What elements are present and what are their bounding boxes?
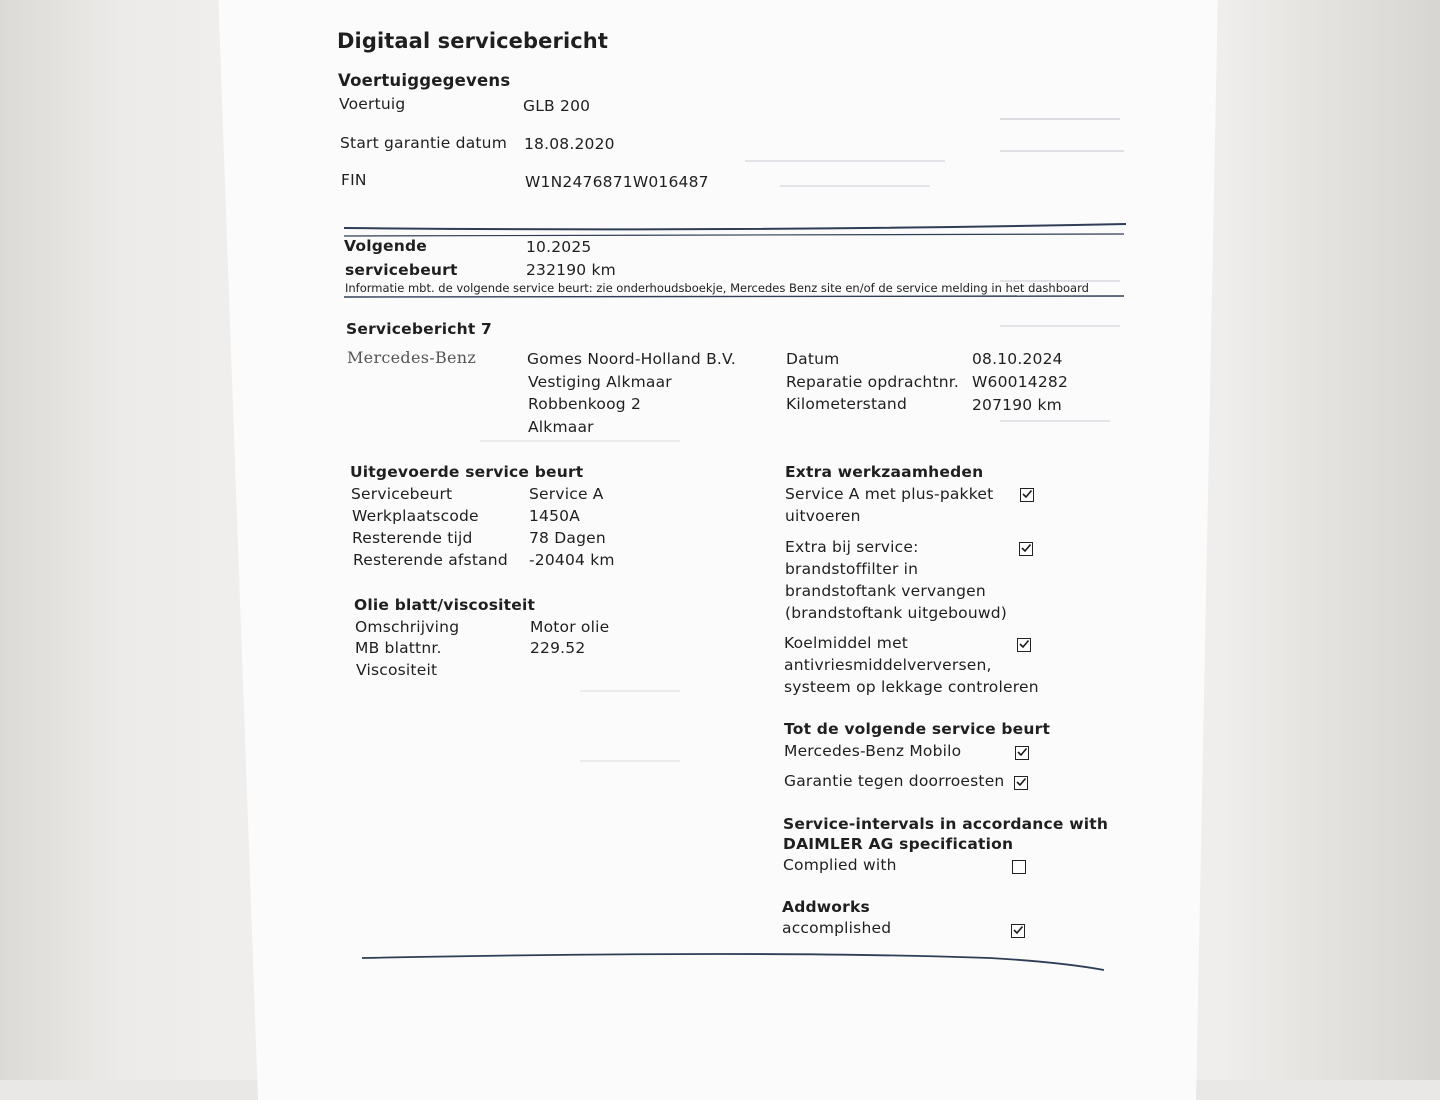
oil-label-1: MB blattnr. (355, 639, 442, 657)
vehicle-heading: Voertuiggegevens (338, 71, 511, 90)
dealer-line-1: Gomes Noord-Holland B.V. (527, 350, 736, 368)
addworks-label: accomplished (782, 919, 892, 937)
extra-item-1-line-0: Extra bij service: (785, 538, 919, 556)
next-service-date: 10.2025 (526, 238, 592, 256)
date-value: 08.10.2024 (972, 350, 1063, 368)
extra-item-2-line-0: Koelmiddel met (784, 634, 909, 652)
extra-item-1-checkbox[interactable] (1019, 542, 1033, 556)
addworks-heading: Addworks (782, 898, 870, 916)
extra-item-2-line-2: systeem op lekkage controleren (784, 678, 1039, 696)
dealer-line-3: Robbenkoog 2 (528, 395, 642, 413)
until-next-heading: Tot de volgende service beurt (784, 720, 1051, 738)
next-service-km: 232190 km (526, 261, 616, 279)
brand-logo: Mercedes-Benz (347, 348, 477, 367)
oil-label-0: Omschrijving (355, 618, 460, 636)
checkmark-icon (1018, 638, 1030, 650)
oil-value-0: Motor olie (530, 618, 610, 636)
until-next-item-1-checkbox[interactable] (1014, 776, 1028, 790)
document-title: Digitaal servicebericht (337, 29, 608, 53)
extra-item-0-line-1: uitvoeren (785, 507, 861, 525)
oil-value-1: 229.52 (530, 639, 586, 657)
extra-item-1-line-2: brandstoftank vervangen (785, 582, 986, 600)
order-value: W60014282 (972, 373, 1069, 391)
odometer-value: 207190 km (972, 396, 1062, 414)
vehicle-value: GLB 200 (523, 97, 591, 115)
extra-item-1-line-1: brandstoffilter in (785, 560, 919, 578)
odometer-label: Kilometerstand (786, 395, 907, 413)
performed-label-3: Resterende afstand (353, 551, 508, 569)
checkmark-icon (1016, 746, 1028, 758)
until-next-item-0-checkbox[interactable] (1015, 746, 1029, 760)
report-heading: Servicebericht 7 (346, 320, 493, 338)
intervals-label: Complied with (783, 856, 897, 874)
intervals-checkbox[interactable] (1012, 860, 1026, 874)
oil-heading: Olie blatt/viscositeit (354, 596, 536, 614)
performed-value-0: Service A (529, 485, 604, 503)
checkmark-icon (1021, 488, 1033, 500)
fin-label: FIN (341, 171, 367, 189)
dealer-line-4: Alkmaar (528, 418, 594, 436)
intervals-heading-2: DAIMLER AG specification (783, 835, 1014, 853)
fin-value: W1N2476871W016487 (525, 173, 709, 191)
addworks-checkbox[interactable] (1011, 924, 1025, 938)
next-service-label-2: servicebeurt (345, 261, 458, 279)
performed-label-0: Servicebeurt (351, 485, 453, 503)
performed-heading: Uitgevoerde service beurt (350, 463, 584, 481)
performed-value-3: -20404 km (529, 551, 615, 569)
date-label: Datum (786, 350, 840, 368)
vehicle-label: Voertuig (339, 95, 406, 113)
performed-label-1: Werkplaatscode (352, 507, 479, 525)
extra-item-0-line-0: Service A met plus-pakket (785, 485, 994, 503)
warranty-value: 18.08.2020 (524, 135, 615, 153)
extra-heading: Extra werkzaamheden (785, 463, 984, 481)
performed-value-1: 1450A (529, 507, 581, 525)
performed-value-2: 78 Dagen (529, 529, 606, 547)
order-label: Reparatie opdrachtnr. (786, 373, 960, 391)
performed-label-2: Resterende tijd (352, 529, 473, 547)
next-service-info: Informatie mbt. de volgende service beurt: zie onderhoudsboekje, Mercedes Benz site en/of de service melding in het dashboard (345, 281, 1089, 295)
checkmark-icon (1012, 924, 1024, 936)
intervals-heading-1: Service-intervals in accordance with (783, 815, 1109, 833)
dealer-line-2: Vestiging Alkmaar (528, 373, 672, 391)
extra-item-1-line-3: (brandstoftank uitgebouwd) (785, 604, 1008, 622)
until-next-item-0: Mercedes-Benz Mobilo (784, 742, 962, 760)
extra-item-2-line-1: antivriesmiddelverversen, (784, 656, 992, 674)
oil-label-2: Viscositeit (356, 661, 438, 679)
checkmark-icon (1015, 776, 1027, 788)
checkmark-icon (1020, 542, 1032, 554)
warranty-label: Start garantie datum (340, 134, 508, 152)
extra-item-2-checkbox[interactable] (1017, 638, 1031, 652)
next-service-label-1: Volgende (344, 237, 427, 255)
extra-item-0-checkbox[interactable] (1020, 488, 1034, 502)
until-next-item-1: Garantie tegen doorroesten (784, 772, 1005, 790)
